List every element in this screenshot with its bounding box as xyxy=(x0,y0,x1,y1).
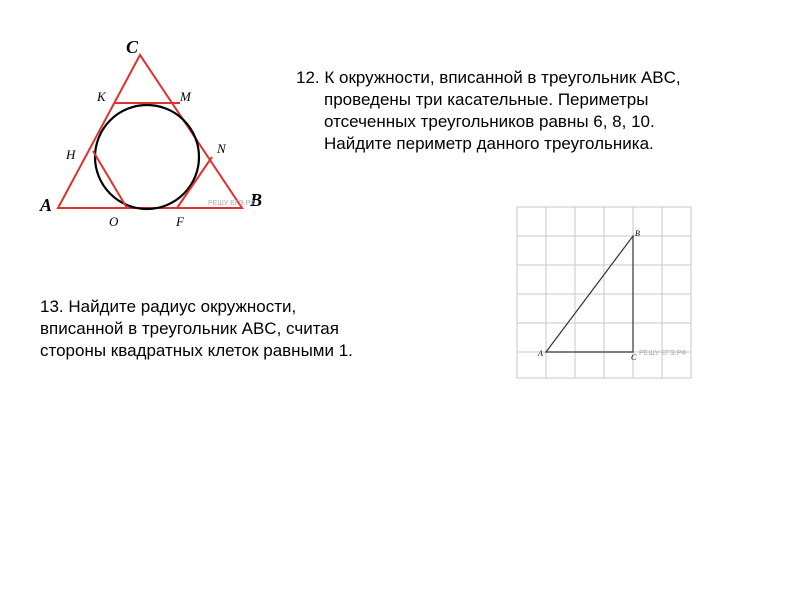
problem-12-line-3: отсеченных треугольников равны 6, 8, 10. xyxy=(324,112,655,131)
grid-label-a: A xyxy=(538,349,543,358)
problem-12-line-4: Найдите периметр данного треугольника. xyxy=(324,134,654,153)
label-f: F xyxy=(176,214,184,229)
triangle-abc xyxy=(58,55,242,208)
problem-12-line-2: проведены три касательные. Периметры xyxy=(324,90,649,109)
watermark: РЕШУ ЕГЭ.РФ xyxy=(208,200,256,207)
problem-13-text xyxy=(40,296,460,362)
grid-watermark: РЕШУ ЕГЭ.РФ xyxy=(639,350,687,357)
figure-grid-triangle xyxy=(515,205,693,380)
grid-label-b: B xyxy=(635,229,640,238)
label-m: M xyxy=(180,89,191,104)
problem-13-line-2: вписанной в треугольник ABC, считая xyxy=(40,319,339,338)
label-c: C xyxy=(126,37,139,57)
label-k: K xyxy=(97,89,106,104)
label-n: N xyxy=(217,141,226,156)
problem-12-text xyxy=(296,67,776,155)
tangent-ho xyxy=(93,151,127,208)
tangent-nf xyxy=(177,157,212,208)
problem-13-line-3: стороны квадратных клеток равными 1. xyxy=(40,341,353,360)
label-b: B xyxy=(250,190,263,210)
label-o: O xyxy=(109,214,119,229)
problem-12-line-1: 12. К окружности, вписанной в треугольник ABC, xyxy=(296,68,681,87)
figure-inscribed-circle-triangle xyxy=(30,35,275,235)
label-h: H xyxy=(66,147,76,162)
grid-label-c: C xyxy=(631,353,637,362)
label-a: A xyxy=(40,195,53,215)
problem-13-line-1: 13. Найдите радиус окружности, xyxy=(40,297,297,316)
inscribed-circle xyxy=(95,105,199,209)
